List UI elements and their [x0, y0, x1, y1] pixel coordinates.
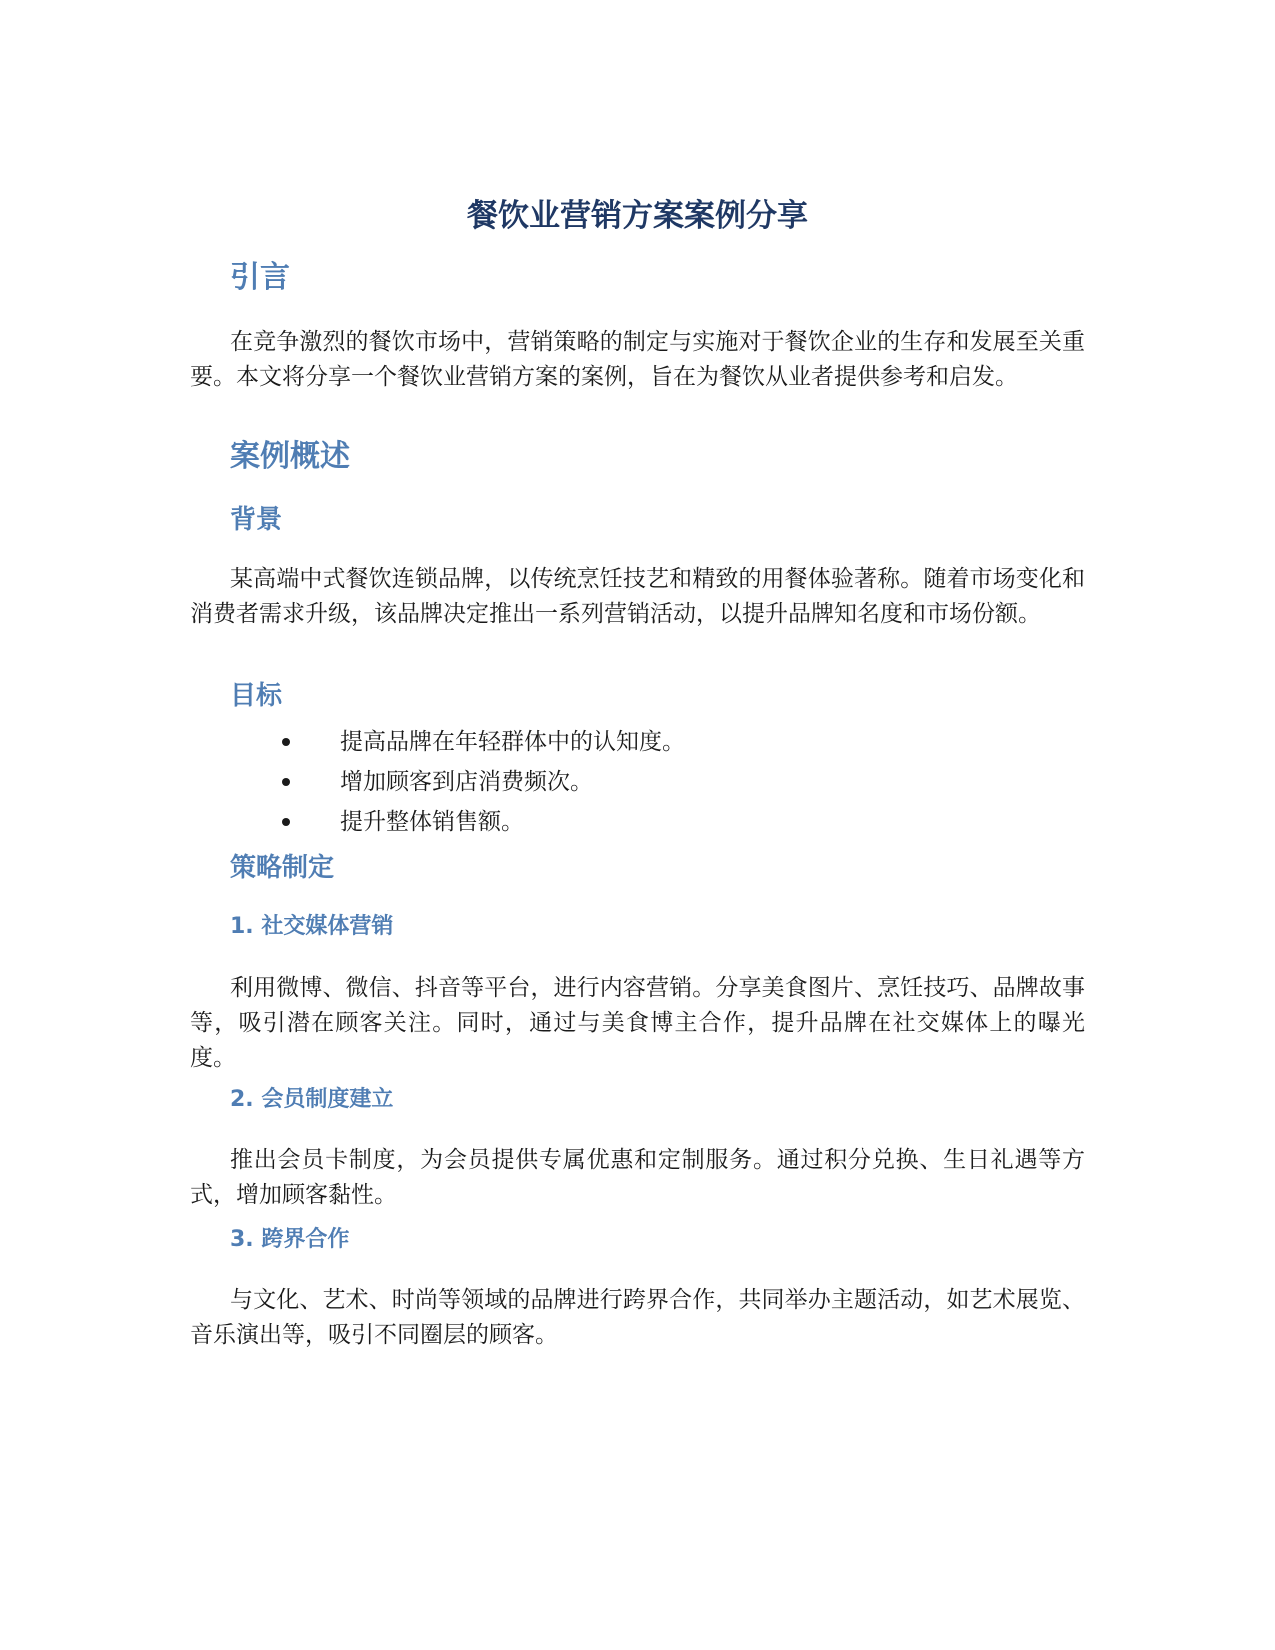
heading-background: 背景	[230, 505, 283, 535]
heading-membership: 2. 会员制度建立	[230, 1087, 394, 1112]
bullet-icon	[282, 818, 290, 826]
bullet-icon	[282, 738, 290, 746]
heading-social-media: 1. 社交媒体营销	[230, 914, 394, 939]
list-item	[190, 802, 1085, 842]
document-title: 餐饮业营销方案案例分享	[467, 198, 808, 234]
bullet-icon	[282, 778, 290, 786]
list-item	[190, 722, 1085, 762]
membership-paragraph: 推出会员卡制度，为会员提供专属优惠和定制服务。通过积分兑换、生日礼遇等方式，增加顾客黏性。	[190, 1147, 1085, 1208]
intro-paragraph: 在竞争激烈的餐饮市场中，营销策略的制定与实施对于餐饮企业的生存和发展至关重要。本文将分享一个餐饮业营销方案的案例，旨在为餐饮从业者提供参考和启发。	[190, 329, 1085, 390]
social-media-paragraph: 利用微博、微信、抖音等平台，进行内容营销。分享美食图片、烹饪技巧、品牌故事等，吸引潜在顾客关注。同时，通过与美食博主合作，提升品牌在社交媒体上的曝光度。	[190, 975, 1085, 1071]
heading-crossover: 3. 跨界合作	[230, 1227, 350, 1252]
heading-case-overview: 案例概述	[230, 439, 350, 474]
background-paragraph: 某高端中式餐饮连锁品牌，以传统烹饪技艺和精致的用餐体验著称。随着市场变化和消费者需求升级，该品牌决定推出一系列营销活动，以提升品牌知名度和市场份额。	[190, 566, 1085, 627]
heading-strategy: 策略制定	[230, 853, 335, 883]
goal-text: 提高品牌在年轻群体中的认知度。	[340, 729, 685, 755]
heading-intro: 引言	[230, 260, 290, 295]
goals-list	[190, 722, 1085, 842]
goal-text: 提升整体销售额。	[340, 809, 524, 835]
goal-text: 增加顾客到店消费频次。	[340, 769, 593, 795]
list-item	[190, 762, 1085, 802]
heading-goals: 目标	[230, 681, 283, 711]
crossover-paragraph: 与文化、艺术、时尚等领域的品牌进行跨界合作，共同举办主题活动，如艺术展览、音乐演出等，吸引不同圈层的顾客。	[190, 1287, 1085, 1348]
